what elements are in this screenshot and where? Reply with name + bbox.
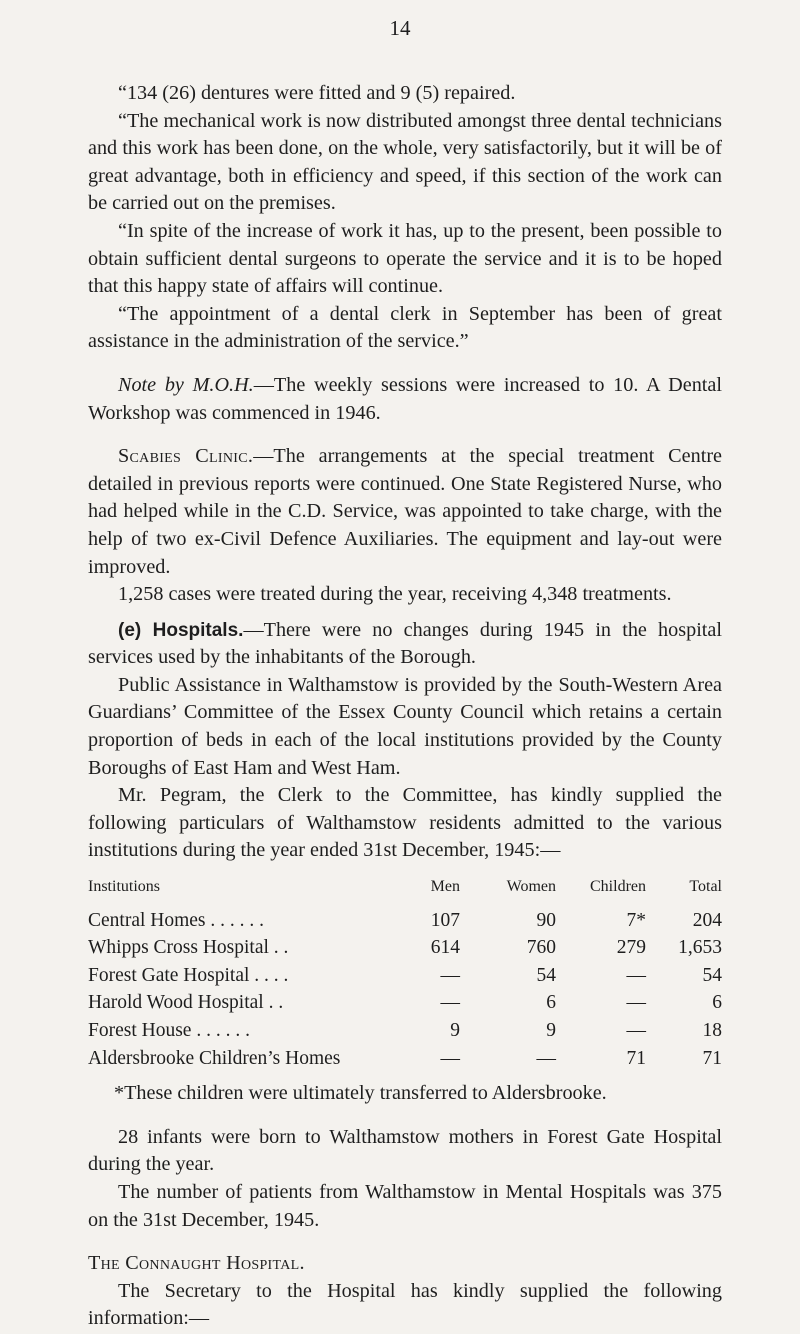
cell-children: 7* [626,909,646,931]
page-number: 14 [389,16,411,40]
cell-institution: Aldersbrooke Children’s Homes [88,1047,341,1069]
header-institutions: Institutions [88,878,161,896]
connaught-heading: The Connaught Hospital. [88,1252,305,1275]
cell-institution: Forest House . . . . . . [88,1020,250,1041]
cell-women: 9 [546,1020,556,1041]
cell-women: 6 [546,992,556,1014]
table-row [88,989,722,1017]
cell-men: 614 [430,937,460,959]
cell-women: — [536,1047,556,1069]
cell-men: 9 [450,1020,460,1041]
cell-total: 204 [692,909,722,931]
cell-institution: Forest Gate Hospital . . . . [88,964,289,986]
cell-men: 107 [430,909,460,931]
header-total: Total [689,878,722,896]
scabies-heading: Scabies Clinic. [118,445,254,468]
moh-note-paragraph [88,372,722,427]
cell-women: 760 [526,937,556,959]
cell-children: 279 [616,937,646,959]
cell-men: — [440,1047,460,1069]
cell-children: 71 [626,1047,646,1069]
moh-note-text: —The weekly sessions were increased to 10. A Dental Workshop was commenced in 1946. [88,373,722,424]
mental-hospitals-paragraph: The number of patients from Walthamstow in Mental Hospitals was 375 on the 31st December, 1945. [88,1180,722,1231]
cell-institution: Central Homes . . . . . . [88,909,265,931]
scabies-text: —The arrangements at the special treatment Centre detailed in previous reports were continued. One State Registered Nurse, who had helped while in the C.D. Service, was appointed to take charge, with the help of two ex-Civil Defence Auxiliaries. The equipment and lay-out were improved. [88,445,722,578]
page-body [88,80,722,1333]
dentures-paragraph: “134 (26) dentures were fitted and 9 (5) repaired. [118,82,516,104]
cell-institution: Whipps Cross Hospital . . [88,937,289,959]
dental-surgeons-paragraph: “In spite of the increase of work it has, up to the present, been possible to obtain sufficient dental surgeons to operate the service and it is to be hoped that this happy state of affairs will continue. [88,219,722,298]
table-footnote: *These children were ultimately transferred to Aldersbrooke. [114,1082,607,1105]
table-row [88,1017,722,1045]
cell-total: 18 [702,1020,722,1041]
scabies-paragraph [88,443,722,581]
cell-men: — [440,964,460,986]
table-row [88,1045,722,1073]
infants-paragraph: 28 infants were born to Walthamstow mothers in Forest Gate Hospital during the year. [88,1125,722,1176]
admissions-table [88,873,722,1072]
header-men: Men [430,878,460,896]
cell-children: — [626,992,646,1014]
hospitals-heading: (e) Hospitals. [118,619,244,641]
dental-clerk-paragraph: “The appointment of a dental clerk in September has been of great assistance in the administration of the service.” [88,302,722,353]
table-header-row [88,873,722,907]
moh-note-label: Note by M.O.H. [118,373,254,396]
cell-total: 54 [702,964,722,986]
table-row [88,934,722,962]
cell-men: — [440,992,460,1014]
cell-children: — [626,1020,646,1041]
public-assistance-paragraph: Public Assistance in Walthamstow is provided by the South-Western Area Guardians’ Committee of the Essex County Council which retains a certain proportion of beds in each of the local institutions provided by the County Boroughs of East Ham and West Ham. [88,673,722,779]
cell-institution: Harold Wood Hospital . . [88,992,284,1014]
hospitals-text: —There were no changes during 1945 in the hospital services used by the inhabitants of the Borough. [88,618,722,669]
cell-women: 90 [536,909,556,931]
pegram-paragraph: Mr. Pegram, the Clerk to the Committee, has kindly supplied the following particulars of Walthamstow residents admitted to the various institutions during the year ended 31st December, 1945:— [88,784,722,862]
cell-children: — [626,964,646,986]
mechanical-work-paragraph: “The mechanical work is now distributed amongst three dental technicians and this work has been done, on the whole, very satisfactorily, but it will be of great advantage, both in efficiency and speed, if this section of the work can be carried out on the premises. [88,109,722,215]
cell-total: 71 [702,1047,722,1069]
hospitals-paragraph [88,617,722,672]
cell-total: 1,653 [678,937,722,959]
cell-total: 6 [712,992,722,1014]
secretary-paragraph: The Secretary to the Hospital has kindly supplied the following information:— [88,1279,722,1330]
table-row [88,962,722,990]
cell-women: 54 [536,964,556,986]
header-children: Children [590,878,646,896]
header-women: Women [506,878,556,896]
table-row [88,907,722,935]
scabies-cases-paragraph: 1,258 cases were treated during the year, receiving 4,348 treatments. [118,583,672,606]
